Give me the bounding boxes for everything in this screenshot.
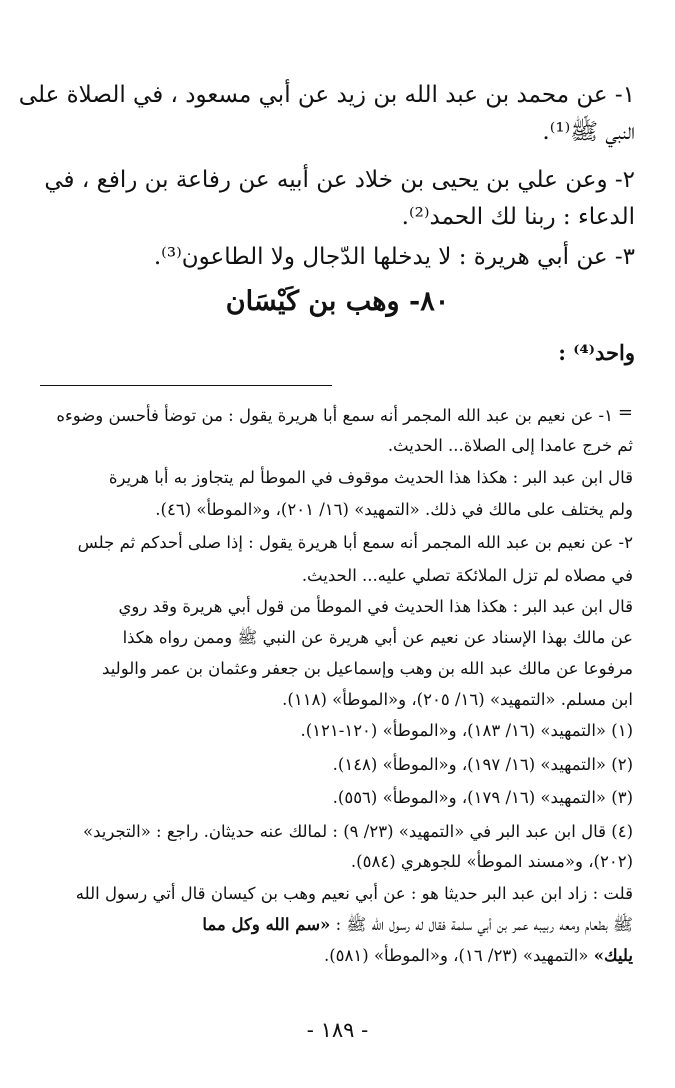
footnote-text: ﷺ بطعام ومعه ربيبه عمر بن أبي سلمة فقال له رسول الله ﷺ : [335, 915, 633, 934]
footnote-line: (٣) «التمهيد» (١٦/ ١٧٩)، و«الموطأ» (٥٥٦). [332, 788, 633, 807]
main-text-line: ٣- عن أبي هريرة : لا يدخلها الدّجال ولا الطاعون⁽³⁾. [153, 244, 635, 270]
footnote-divider [40, 385, 332, 386]
footnote-line: ابن مسلم. «التمهيد» (١٦/ ٢٠٥)، و«الموطأ» (١١٨). [282, 690, 633, 709]
footnote-line: (٤) قال ابن عبد البر في «التمهيد» (٢٣/ ٩) : لمالك عنه حديثان. راجع : «التجريد» [83, 822, 633, 841]
footnote-text: «التمهيد» (٢٣/ ١٦)، و«الموطأ» (٥٨١). [323, 946, 594, 965]
footnote-line: قال ابن عبد البر : هكذا هذا الحديث في الموطأ من قول أبي هريرة وقد روي [118, 597, 633, 616]
footnote-line: (٢٠٢)، و«مسند الموطأ» للجوهري (٥٨٤). [350, 852, 633, 871]
footnote-line: قلت : زاد ابن عبد البر حديثا هو : عن أبي نعيم وهب بن كيسان قال أتي رسول الله [75, 884, 633, 903]
continuation-marker: = [617, 402, 633, 423]
footnote-bold-quote: يليك» [593, 946, 633, 965]
footnote-line: ولم يختلف على مالك في ذلك. «التمهيد» (١٦/ ٢٠١)، و«الموطأ» (٤٦). [155, 500, 633, 519]
footnote-line: ١- عن نعيم بن عبد الله المجمر أنه سمع أبا هريرة يقول : من توضأ فأحسن وضوءه [56, 406, 613, 425]
main-text-line: الدعاء : ربنا لك الحمد⁽²⁾. [401, 204, 635, 230]
footnote-line [37, 911, 633, 939]
section-heading: ٨٠- وهب بن كَيْسَان [225, 286, 450, 317]
footnote-line: مرفوعا عن مالك عبد الله بن وهب وإسماعيل بن جعفر وعثمان بن عمر والوليد [102, 659, 633, 678]
footnote-line: قال ابن عبد البر : هكذا هذا الحديث موقوف في الموطأ لم يتجاوز به أبا هريرة [108, 468, 633, 487]
footnote-line [37, 942, 633, 970]
footnote-line: ٢- عن نعيم بن عبد الله المجمر أنه سمع أبا هريرة يقول : إذا صلى أحدكم ثم جلس [77, 533, 633, 552]
main-text-line: النبي ﷺ⁽¹⁾. [542, 119, 635, 145]
footnote-line: (٢) «التمهيد» (١٦/ ١٩٧)، و«الموطأ» (١٤٨). [332, 755, 633, 774]
footnote-line: (١) «التمهيد» (١٦/ ١٨٣)، و«الموطأ» (١٢٠-١٢١). [300, 721, 633, 740]
footnote-bold-quote: «سم الله وكل مما [202, 915, 331, 934]
footnote-line: ثم خرج عامدا إلى الصلاة... الحديث. [387, 436, 633, 455]
wahid-label: واحد⁽⁴⁾ : [558, 340, 635, 365]
main-text-line: ٢- وعن علي بن يحيى بن خلاد عن أبيه عن رفاعة بن رافع ، في [44, 167, 635, 193]
footnote-line: في مصلاه لم تزل الملائكة تصلي عليه... الحديث. [301, 566, 633, 585]
page-number: - ١٨٩ - [306, 1018, 369, 1042]
footnote-line: عن مالك بهذا الإسناد عن نعيم عن أبي هريرة عن النبي ﷺ وممن رواه هكذا [122, 628, 633, 647]
main-text-line: ١- عن محمد بن عبد الله بن زيد عن أبي مسعود ، في الصلاة على [18, 82, 635, 108]
